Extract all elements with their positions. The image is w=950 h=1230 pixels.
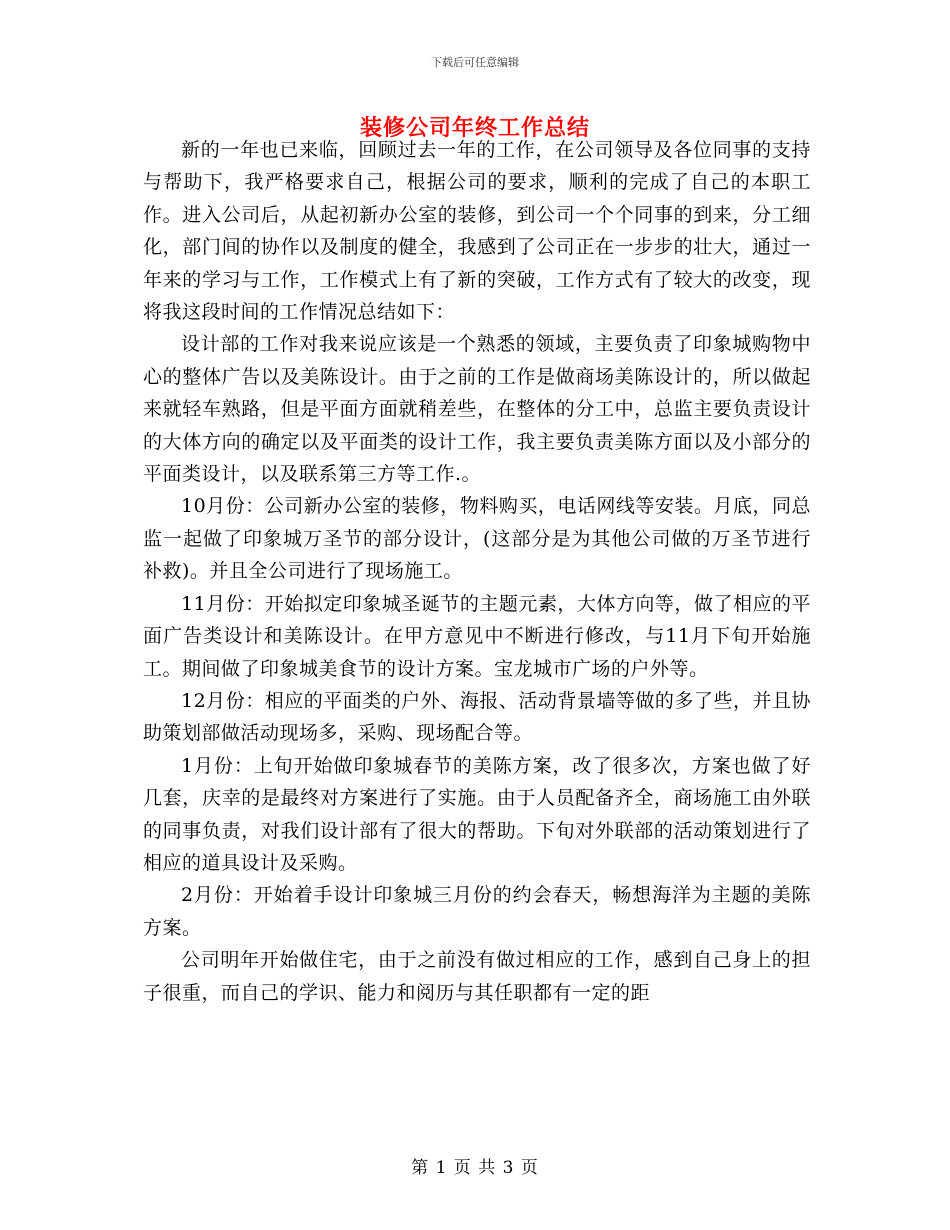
paragraph: 1月份：上旬开始做印象城春节的美陈方案，改了很多次，方案也做了好几套，庆幸的是最终对方案进行了实施。由于人员配备齐全，商场施工由外联的同事负责，对我们设计部有了很大的帮助。下旬对外联部的活动策划进行了相应的道具设计及采购。 xyxy=(143,754,811,874)
page-header-note: 下载后可任意编辑 xyxy=(431,56,519,69)
paragraph: 公司明年开始做住宅，由于之前没有做过相应的工作，感到自己身上的担子很重，而自己的学识、能力和阅历与其任职都有一定的距 xyxy=(143,949,811,1004)
paragraph: 11月份：开始拟定印象城圣诞节的主题元素，大体方向等，做了相应的平面广告类设计和美陈设计。在甲方意见中不断进行修改，与11月下旬开始施工。期间做了印象城美食节的设计方案。宝龙城市广场的户外等。 xyxy=(143,592,811,680)
document-body xyxy=(143,134,811,1009)
paragraph: 2月份：开始着手设计印象城三月份的约会春天，畅想海洋为主题的美陈方案。 xyxy=(143,884,811,939)
paragraph: 新的一年也已来临，回顾过去一年的工作，在公司领导及各位同事的支持与帮助下，我严格要求自己，根据公司的要求，顺利的完成了自己的本职工作。进入公司后，从起初新办公室的装修，到公司一个个同事的到来，分工细化，部门间的协作以及制度的健全，我感到了公司正在一步步的壮大，通过一年来的学习与工作，工作模式上有了新的突破，工作方式有了较大的改变，现将我这段时间的工作情况总结如下： xyxy=(143,139,811,324)
paragraph: 设计部的工作对我来说应该是一个熟悉的领域，主要负责了印象城购物中心的整体广告以及美陈设计。由于之前的工作是做商场美陈设计的，所以做起来就轻车熟路，但是平面方面就稍差些，在整体的分工中，总监主要负责设计的大体方向的确定以及平面类的设计工作，我主要负责美陈方面以及小部分的平面类设计，以及联系第三方等工作.。 xyxy=(143,333,811,486)
paragraph: 10月份：公司新办公室的装修，物料购买，电话网线等安装。月底，同总监一起做了印象城万圣节的部分设计，(这部分是为其他公司做的万圣节进行补救)。并且全公司进行了现场施工。 xyxy=(143,495,811,583)
document-title: 装修公司年终工作总结 xyxy=(359,115,590,141)
paragraph: 12月份：相应的平面类的户外、海报、活动背景墙等做的多了些，并且协助策划部做活动现场多，采购、现场配合等。 xyxy=(143,689,811,745)
page-number-footer: 第 1 页 共 3 页 xyxy=(411,1158,539,1178)
